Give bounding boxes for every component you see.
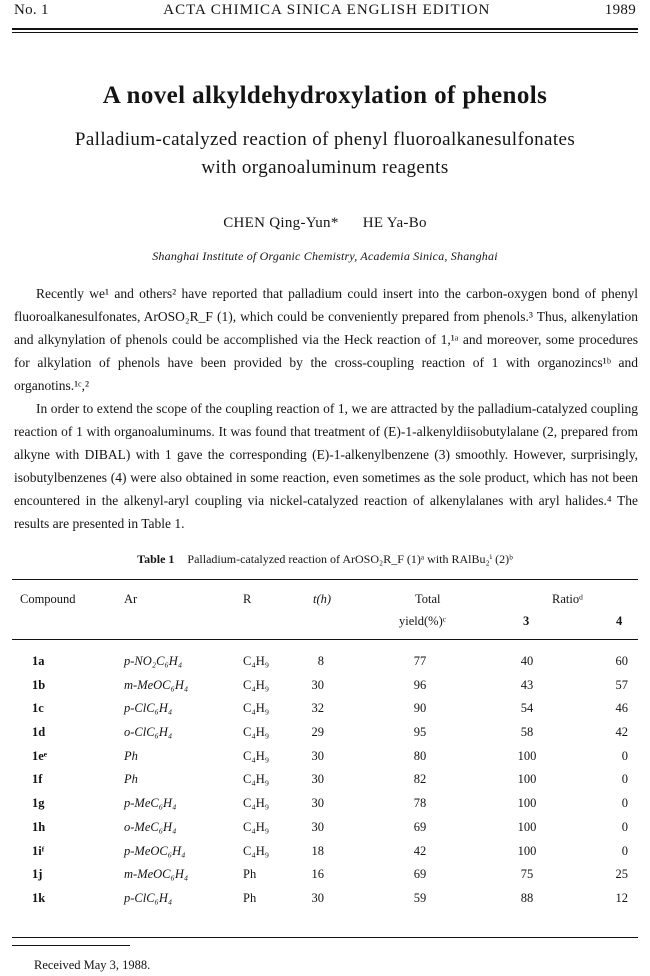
cell-ar: Ph (124, 772, 138, 787)
column-header-product-3: 3 (523, 614, 530, 628)
cell-ratio-3: 88 (520, 890, 534, 905)
table-row (0, 820, 650, 844)
column-header-time: t(h) (313, 592, 332, 606)
cell-compound: 1d (32, 725, 46, 740)
table-row (0, 844, 650, 868)
cell-ar: p-MeOC₆H₄ (124, 843, 186, 858)
table-row (0, 725, 650, 749)
running-head (14, 2, 636, 24)
table-row (0, 891, 650, 915)
cell-ratio-4: 0 (621, 772, 628, 787)
cell-time: 29 (311, 725, 324, 740)
cell-total-yield: 95 (413, 725, 427, 740)
cell-compound: 1eᵉ (32, 748, 48, 763)
author-name: CHEN Qing-Yun* (223, 215, 339, 231)
cell-r: C₄H₉ (243, 677, 270, 692)
column-header-ratio: Ratioᵈ (552, 592, 583, 606)
cell-ar: m-MeOC₆H₄ (124, 677, 189, 692)
table-row (0, 701, 650, 725)
cell-ratio-4: 0 (621, 843, 628, 858)
cell-compound: 1g (32, 796, 45, 811)
body-paragraph-2: In order to extend the scope of the coupling reaction of 1, we are attracted by the palladium-catalyzed coupling reaction of 1 with organoaluminums. It was found that treatment of (E)-1-alkenyldiisobutylalane (2, prepared from alkyne with DIBAL) with 1 gave the corresponding (E)-1-alkenylbenzene (3) smoothly. However, surprisingly, isobutylbenzenes (4) were also obtained in some reaction, even sometimes as the sole product, which has not been encountered in the alkenyl-aryl coupling via nickel-catalyzed reaction of alkenylalanes with aryl halides.⁴ The results are presented in Table 1. (14, 401, 638, 531)
cell-compound: 1a (32, 654, 45, 668)
cell-r: C₄H₉ (243, 654, 270, 668)
cell-r: C₄H₉ (243, 819, 270, 834)
cell-time: 30 (311, 677, 324, 692)
subtitle-line-1: Palladium-catalyzed reaction of phenyl fluoroalkanesulfonates (74, 129, 576, 150)
column-header-product-4: 4 (616, 614, 623, 628)
cell-r: C₄H₉ (243, 748, 270, 763)
cell-time: 30 (311, 796, 324, 811)
table-caption (0, 552, 650, 567)
cell-compound: 1b (32, 677, 46, 692)
cell-ratio-3: 43 (520, 677, 534, 692)
cell-total-yield: 80 (413, 748, 427, 763)
cell-ar: p-ClC₆H₄ (124, 701, 173, 716)
cell-total-yield: 77 (413, 654, 427, 668)
body-paragraph-1: Recently we¹ and others² have reported that palladium could insert into the carbon-oxygen bond of phenyl fluoroalkanesulfonates, ArOSO₂R_F (1), which could be conveniently prepared from phenols.³ Thus, alkenylation and alkynylation of phenols could be accomplished via the Heck reaction of 1,¹ᵃ and moreover, some procedures for alkylation of phenols have been provided by the cross-coupling reaction of 1 with organozincs¹ᵇ and organotins.¹ᶜ,² (14, 286, 638, 393)
header-rule-thick (12, 28, 638, 30)
cell-ratio-4: 57 (615, 677, 628, 692)
column-header-yield: yield(%)ᶜ (399, 614, 446, 628)
cell-total-yield: 42 (413, 843, 427, 858)
column-header-total: Total (415, 592, 441, 606)
cell-time: 32 (311, 701, 324, 716)
cell-compound: 1k (32, 890, 46, 905)
cell-time: 30 (311, 772, 324, 787)
cell-ratio-3: 100 (517, 819, 537, 834)
cell-ar: Ph (124, 748, 138, 763)
cell-ratio-4: 42 (615, 725, 628, 740)
cell-ratio-4: 25 (615, 867, 628, 882)
article-body (14, 282, 638, 535)
table-rule-header (12, 639, 638, 640)
cell-r: C₄H₉ (243, 843, 270, 858)
table-row (0, 772, 650, 796)
cell-ar: o-MeC₆H₄ (124, 819, 177, 834)
cell-compound: 1j (32, 867, 43, 882)
cell-ratio-3: 100 (517, 843, 537, 858)
column-header-r: R (243, 592, 252, 606)
article-subtitle (0, 126, 650, 182)
cell-ar: p-ClC₆H₄ (124, 890, 173, 905)
cell-ratio-3: 54 (520, 701, 534, 716)
cell-r: C₄H₉ (243, 772, 270, 787)
cell-time: 30 (311, 819, 324, 834)
table-row (0, 654, 650, 678)
cell-ratio-3: 58 (520, 725, 534, 740)
table-body (0, 654, 650, 915)
cell-r: Ph (243, 867, 257, 882)
column-header-ar: Ar (124, 592, 138, 606)
table-row (0, 749, 650, 773)
cell-time: 30 (311, 890, 324, 905)
cell-total-yield: 69 (413, 819, 427, 834)
header-rule-thin (12, 32, 638, 33)
article-title: A novel alkyldehydroxylation of phenols (102, 82, 548, 109)
cell-ratio-4: 0 (621, 819, 628, 834)
cell-total-yield: 59 (413, 890, 427, 905)
publication-year: 1989 (604, 2, 636, 18)
cell-time: 16 (311, 867, 324, 882)
cell-r: C₄H₉ (243, 725, 270, 740)
cell-compound: 1h (32, 819, 46, 834)
cell-ratio-4: 0 (621, 796, 628, 811)
cell-r: Ph (243, 890, 257, 905)
cell-ratio-4: 0 (621, 748, 628, 763)
author-affiliation: Shanghai Institute of Organic Chemistry, Academia Sinica, Shanghai (152, 249, 498, 263)
cell-ar: m-MeOC₆H₄ (124, 867, 189, 882)
cell-ratio-3: 100 (517, 796, 537, 811)
cell-ratio-4: 12 (615, 890, 628, 905)
cell-time: 18 (311, 843, 324, 858)
column-header-compound: Compound (20, 592, 76, 606)
cell-ar: p-NO₂C₆H₄ (124, 654, 183, 668)
table-rule-bottom (12, 937, 638, 938)
table-row (0, 796, 650, 820)
cell-total-yield: 78 (413, 796, 427, 811)
cell-ratio-4: 60 (615, 654, 628, 668)
cell-total-yield: 69 (413, 867, 427, 882)
cell-r: C₄H₉ (243, 701, 270, 716)
table-row (0, 867, 650, 891)
cell-ratio-4: 46 (615, 701, 628, 716)
author-list (0, 215, 650, 232)
cell-compound: 1iᶠ (32, 843, 45, 858)
issue-number: No. 1 (14, 2, 49, 18)
footnote-rule (12, 945, 130, 946)
table-caption-label: Table 1 (137, 552, 175, 566)
cell-r: C₄H₉ (243, 796, 270, 811)
table-caption-text: Palladium-catalyzed reaction of ArOSO₂R_F (1)ᵃ with RAlBu₂ⁱ (2)ᵇ (187, 552, 513, 566)
cell-time: 30 (311, 748, 324, 763)
cell-ratio-3: 100 (517, 772, 537, 787)
cell-total-yield: 96 (413, 677, 427, 692)
cell-ratio-3: 40 (520, 654, 534, 668)
cell-ar: p-MeC₆H₄ (124, 796, 177, 811)
journal-name: ACTA CHIMICA SINICA ENGLISH EDITION (163, 2, 491, 18)
cell-total-yield: 90 (413, 701, 427, 716)
cell-ratio-3: 100 (517, 748, 537, 763)
cell-time: 8 (317, 654, 324, 668)
cell-compound: 1c (32, 701, 44, 716)
table-rule-top (12, 579, 638, 580)
author-name: HE Ya-Bo (362, 215, 427, 231)
received-date: Received May 3, 1988. (34, 958, 151, 972)
subtitle-line-2: with organoaluminum reagents (201, 157, 449, 178)
cell-total-yield: 82 (413, 772, 427, 787)
cell-ratio-3: 75 (520, 867, 534, 882)
table-row (0, 678, 650, 702)
cell-compound: 1f (32, 772, 43, 787)
cell-ar: o-ClC₆H₄ (124, 725, 173, 740)
